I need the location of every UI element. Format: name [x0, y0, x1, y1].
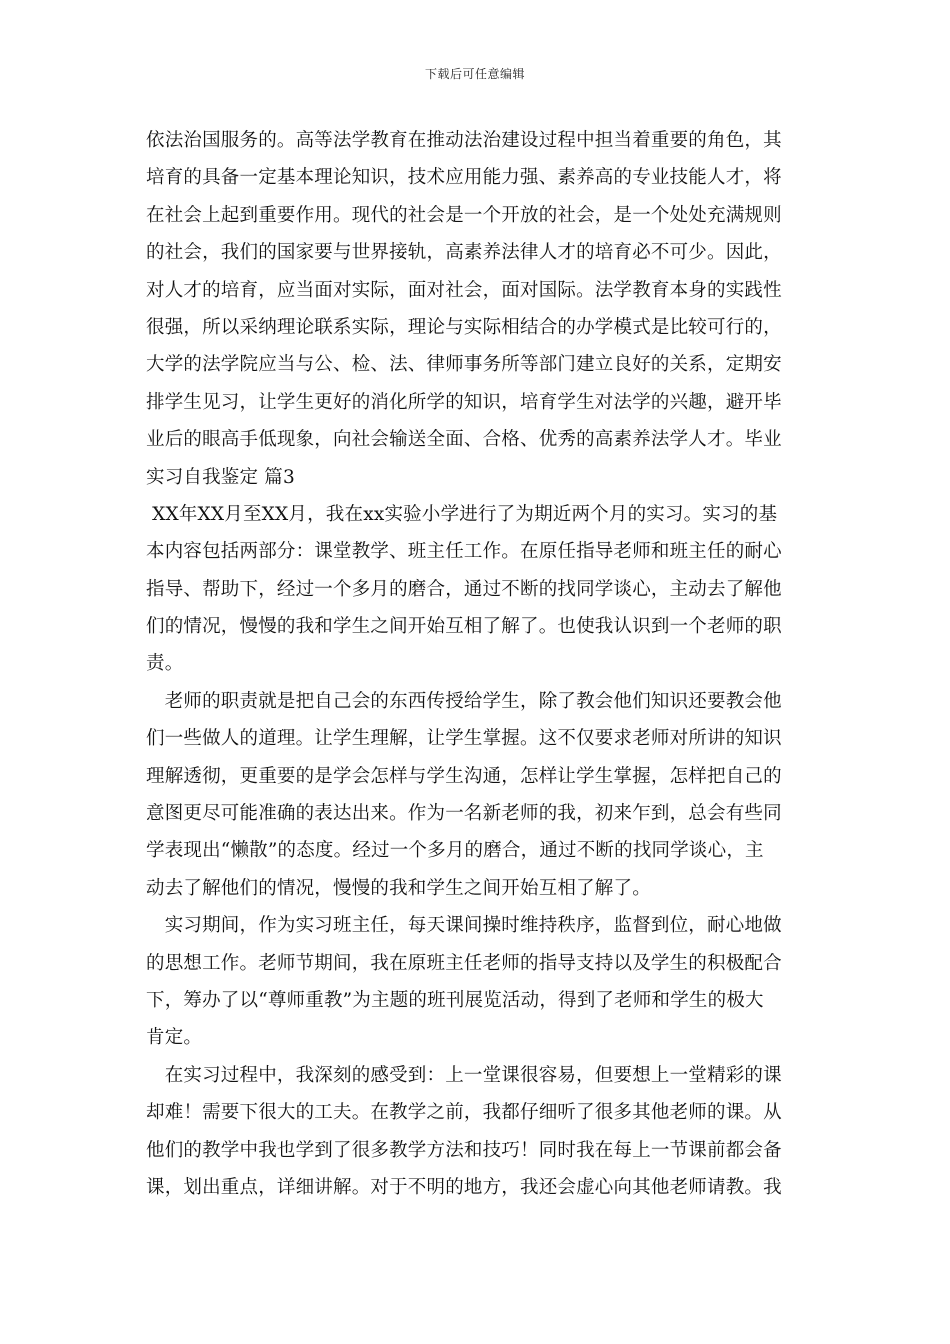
text-line: 学表现出“懒散”的态度。经过一个多月的磨合，通过不断的找同学谈心，主 — [146, 840, 764, 862]
text-line: 动去了解他们的情况，慢慢的我和学生之间开始互相了解了。 — [146, 877, 651, 899]
text-line: 却难！需要下很大的工夫。在教学之前，我都仔细听了很多其他老师的课。从 — [146, 1102, 782, 1124]
text-line: 课，划出重点，详细讲解。对于不明的地方，我还会虚心向其他老师请教。我 — [146, 1176, 782, 1198]
text-line: 依法治国服务的。高等法学教育在推动法治建设过程中担当着重要的角色，其 — [146, 130, 782, 151]
text-line: 大学的法学院应当与公、检、法、律师事务所等部门建立良好的关系，定期安 — [146, 354, 782, 376]
text-line: 排学生见习，让学生更好的消化所学的知识，培育学生对法学的兴趣，避开毕 — [146, 391, 782, 413]
text-line: 很强，所以采纳理论联系实际，理论与实际相结合的办学模式是比较可行的， — [146, 316, 782, 338]
text-line: 他们的教学中我也学到了很多教学方法和技巧！同时我在每上一节课前都会备 — [146, 1139, 782, 1161]
text-line: 业后的眼高手低现象，向社会输送全面、合格、优秀的高素养法学人才。毕业 — [146, 429, 782, 451]
text-line: 责。 — [146, 653, 184, 675]
text-line: 实习期间，作为实习班主任，每天课间操时维持秩序，监督到位，耐心地做 — [146, 915, 782, 937]
text-line: 理解透彻，更重要的是学会怎样与学生沟通，怎样让学生掌握，怎样把自己的 — [146, 765, 782, 787]
page-header: 下载后可任意编辑 — [424, 67, 525, 81]
text-line: XX年XX月至XX月，我在xx实验小学进行了为期近两个月的实习。实习的基 — [146, 503, 778, 525]
text-line: 本内容包括两部分：课堂教学、班主任工作。在原任指导老师和班主任的耐心 — [146, 541, 782, 563]
document-body — [146, 122, 808, 1206]
text-line: 培育的具备一定基本理论知识，技术应用能力强、素养高的专业技能人才，将 — [146, 167, 782, 189]
text-line: 老师的职责就是把自己会的东西传授给学生，除了教会他们知识还要教会他 — [146, 690, 782, 712]
text-line: 在社会上起到重要作用。现代的社会是一个开放的社会，是一个处处充满规则 — [146, 204, 782, 226]
text-line: 的思想工作。老师节期间，我在原班主任老师的指导支持以及学生的积极配合 — [146, 952, 782, 974]
text-line: 下，筹办了以“尊师重教”为主题的班刊展览活动，得到了老师和学生的极大 — [146, 989, 764, 1011]
text-line: 们一些做人的道理。让学生理解，让学生掌握。这不仅要求老师对所讲的知识 — [146, 728, 782, 750]
text-line: 意图更尽可能准确的表达出来。作为一名新老师的我，初来乍到，总会有些同 — [146, 803, 782, 825]
text-line: 们的情况，慢慢的我和学生之间开始互相了解了。也使我认识到一个老师的职 — [146, 616, 782, 638]
text-line: 指导、帮助下，经过一个多月的磨合，通过不断的找同学谈心，主动去了解他 — [146, 578, 782, 600]
text-line: 的社会，我们的国家要与世界接轨，高素养法律人才的培育必不可少。因此， — [146, 242, 782, 264]
text-line: 肯定。 — [146, 1027, 203, 1049]
text-line: 在实习过程中，我深刻的感受到：上一堂课很容易，但要想上一堂精彩的课 — [146, 1064, 782, 1086]
section-heading-line: 实习自我鉴定 篇3 — [146, 466, 295, 488]
text-line: 对人才的培育，应当面对实际，面对社会，面对国际。法学教育本身的实践性 — [146, 279, 782, 301]
